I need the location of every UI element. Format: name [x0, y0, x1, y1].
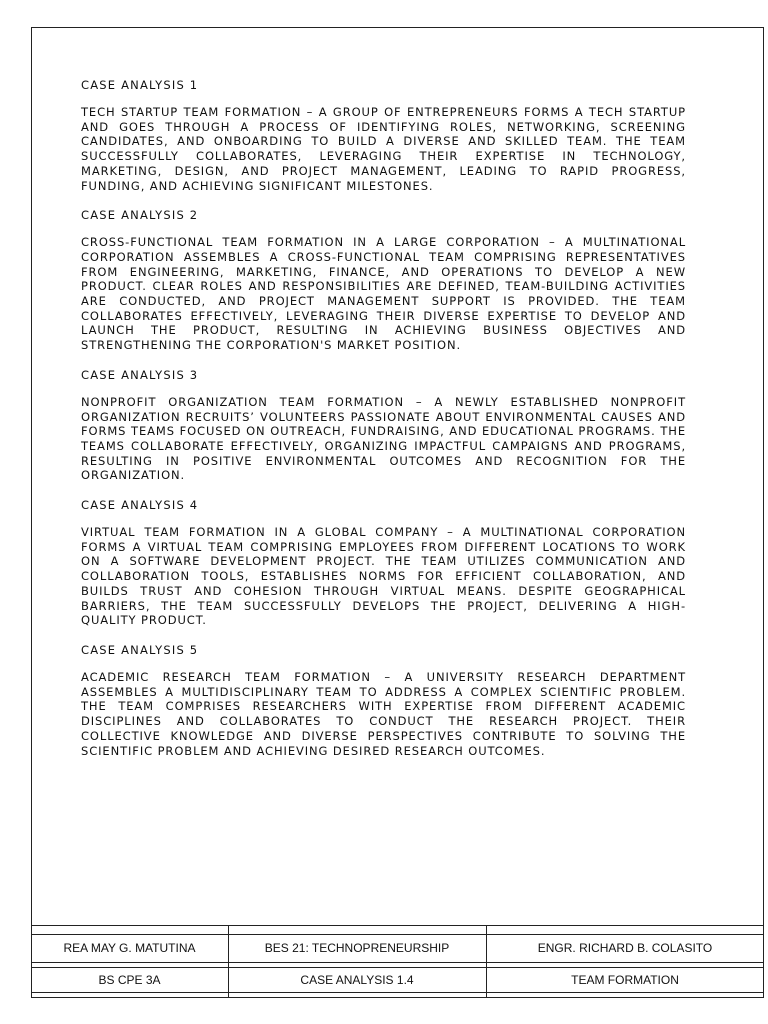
case-section-2 — [81, 208, 686, 353]
divider — [31, 925, 764, 926]
divider — [31, 992, 764, 993]
case-heading: CASE ANALYSIS 5 — [81, 642, 199, 657]
case-paragraph: CROSS-FUNCTIONAL TEAM FORMATION IN A LARGE CORPORATION – A MULTINATIONAL CORPORATION ASSEMBLES A CROSS-FUNCTIONAL TEAM COMPRISING REPRESENTATIVES FROM ENGINEERING, MARKETING, FINANCE, AND OPERATIONS TO DEVELOP A NEW PRODUCT. CLEAR ROLES AND RESPONSIBILITIES ARE DEFINED, TEAM-BUILDING ACTIVITIES ARE CONDUCTED, AND PROJECT MANAGEMENT SUPPORT IS PROVIDED. THE TEAM COLLABORATES EFFECTIVELY, LEVERAGING THEIR DIVERSE EXPERTISE TO DEVELOP AND LAUNCH THE PRODUCT, RESULTING IN ACHIEVING BUSINESS OBJECTIVES AND STRENGTHENING THE CORPORATION'S MARKET POSITION. — [81, 235, 686, 353]
case-section-5 — [81, 643, 686, 758]
case-section-1 — [81, 78, 686, 193]
divider — [31, 934, 764, 935]
title-block — [31, 925, 764, 998]
document-body — [81, 78, 686, 773]
case-paragraph: NONPROFIT ORGANIZATION TEAM FORMATION – A NEWLY ESTABLISHED NONPROFIT ORGANIZATION RECRUITS’ VOLUNTEERS PASSIONATE ABOUT ENVIRONMENTAL CAUSES AND FORMS TEAMS FOCUSED ON OUTREACH, FUNDRAISING, AND EDUCATIONAL PROGRAMS. THE TEAMS COLLABORATE EFFECTIVELY, ORGANIZING IMPACTFUL CAMPAIGNS AND PROGRAMS, RESULTING IN POSITIVE ENVIRONMENTAL OUTCOMES AND RECOGNITION FOR THE ORGANIZATION. — [81, 394, 686, 483]
author-name: REA MAY G. MATUTINA — [63, 941, 196, 955]
case-section-4 — [81, 498, 686, 628]
divider — [31, 962, 764, 963]
case-paragraph: TECH STARTUP TEAM FORMATION – A GROUP OF ENTREPRENEURS FORMS A TECH STARTUP AND GOES THROUGH A PROCESS OF IDENTIFYING ROLES, NETWORKING, SCREENING CANDIDATES, AND ONBOARDING TO BUILD A DIVERSE AND SKILLED TEAM. THE TEAM SUCCESSFULLY COLLABORATES, LEVERAGING THEIR EXPERTISE IN TECHNOLOGY, MARKETING, DESIGN, AND PROJECT MANAGEMENT, LEADING TO RAPID PROGRESS, FUNDING, AND ACHIEVING SIGNIFICANT MILESTONES. — [81, 105, 686, 193]
case-paragraph: VIRTUAL TEAM FORMATION IN A GLOBAL COMPANY – A MULTINATIONAL CORPORATION FORMS A VIRTUAL TEAM COMPRISING EMPLOYEES FROM DIFFERENT LOCATIONS TO WORK ON A SOFTWARE DEVELOPMENT PROJECT. THE TEAM UTILIZES COMMUNICATION AND COLLABORATION TOOLS, ESTABLISHES NORMS FOR EFFICIENT COLLABORATION, AND BUILDS TRUST AND COHESION THROUGH VIRTUAL MEANS. DESPITE GEOGRAPHICAL BARRIERS, THE TEAM SUCCESSFULLY DEVELOPS THE PROJECT, DELIVERING A HIGH-QUALITY PRODUCT. — [81, 525, 686, 628]
case-heading: CASE ANALYSIS 2 — [81, 208, 199, 223]
divider — [31, 967, 764, 968]
case-paragraph: ACADEMIC RESEARCH TEAM FORMATION – A UNIVERSITY RESEARCH DEPARTMENT ASSEMBLES A MULTIDISCIPLINARY TEAM TO ADDRESS A COMPLEX SCIENTIFIC PROBLEM. THE TEAM COMPRISES RESEARCHERS WITH EXPERTISE FROM DIFFERENT ACADEMIC DISCIPLINES AND COLLABORATES TO CONDUCT THE RESEARCH PROJECT. THEIR COLLECTIVE KNOWLEDGE AND DIVERSE PERSPECTIVES CONTRIBUTE TO SOLVING THE SCIENTIFIC PROBLEM AND ACHIEVING DESIRED RESEARCH OUTCOMES. — [81, 669, 686, 758]
instructor-name: ENGR. RICHARD B. COLASITO — [537, 941, 713, 955]
case-heading: CASE ANALYSIS 3 — [81, 367, 199, 382]
topic-label: TEAM FORMATION — [571, 973, 679, 987]
case-heading: CASE ANALYSIS 1 — [81, 78, 199, 92]
section-label: BS CPE 3A — [98, 973, 161, 987]
case-heading: CASE ANALYSIS 4 — [81, 498, 199, 513]
case-section-3 — [81, 368, 686, 483]
activity-label: CASE ANALYSIS 1.4 — [300, 973, 414, 987]
course-code: BES 21: TECHNOPRENEURSHIP — [264, 941, 450, 955]
